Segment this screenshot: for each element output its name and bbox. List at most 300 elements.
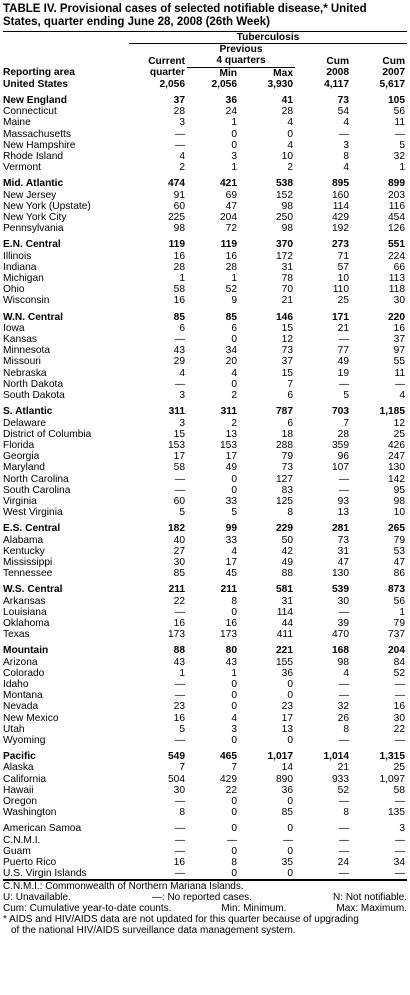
area-cell: Wyoming: [3, 734, 46, 746]
area-cell: Idaho: [3, 678, 29, 690]
value-cell: 73: [281, 462, 293, 474]
value-cell: —: [394, 868, 405, 880]
value-cell: —: [394, 378, 405, 390]
value-cell: 73: [281, 345, 293, 357]
area-cell: Hawaii: [3, 784, 34, 796]
value-cell: 24: [337, 857, 349, 869]
value-cell: 0: [231, 690, 237, 702]
value-cell: —: [174, 823, 185, 835]
value-cell: 30: [337, 595, 349, 607]
table-row: [3, 796, 407, 807]
value-cell: 0: [231, 139, 237, 151]
value-cell: 211: [220, 584, 237, 596]
value-cell: 142: [388, 473, 405, 485]
value-cell: 98: [173, 223, 185, 235]
value-cell: 1: [179, 667, 185, 679]
value-cell: 16: [173, 712, 185, 724]
value-cell: 31: [337, 545, 349, 557]
value-cell: —: [174, 678, 185, 690]
value-cell: 88: [173, 645, 185, 657]
four-quarters-header: 4 quarters: [187, 55, 295, 67]
value-cell: 44: [281, 617, 293, 629]
value-cell: 551: [388, 239, 405, 251]
table-body: [3, 79, 407, 880]
value-cell: 1: [231, 117, 237, 129]
value-cell: 0: [287, 845, 293, 857]
table-row: [3, 485, 407, 496]
area-cell: W.S. Central: [3, 584, 63, 596]
table-row: [3, 390, 407, 401]
value-cell: —: [338, 690, 349, 702]
value-cell: 3: [179, 390, 185, 402]
value-cell: 98: [281, 200, 293, 212]
value-cell: 873: [388, 584, 405, 596]
table-row: [3, 418, 407, 429]
value-cell: 220: [388, 311, 405, 323]
value-cell: —: [282, 834, 293, 846]
area-cell: Iowa: [3, 322, 25, 334]
value-cell: 43: [225, 656, 237, 668]
cum-2008-header: Cum: [326, 55, 349, 67]
value-cell: 24: [225, 106, 237, 118]
value-cell: —: [174, 484, 185, 496]
value-cell: 12: [281, 334, 293, 346]
value-cell: 265: [388, 523, 405, 535]
value-cell: 79: [393, 534, 405, 546]
area-cell: Florida: [3, 439, 35, 451]
table-row: [3, 557, 407, 568]
table-row: [3, 546, 407, 557]
table-row: [3, 462, 407, 473]
value-cell: 173: [168, 629, 185, 641]
value-cell: 0: [231, 334, 237, 346]
table-row: [3, 618, 407, 629]
value-cell: 7: [179, 762, 185, 774]
area-cell: C.N.M.I.: [3, 834, 41, 846]
value-cell: 6: [287, 417, 293, 429]
value-cell: 42: [281, 545, 293, 557]
value-cell: 4: [231, 367, 237, 379]
area-cell: North Dakota: [3, 378, 64, 390]
value-cell: 152: [276, 189, 293, 201]
value-cell: 2: [231, 417, 237, 429]
value-cell: —: [394, 845, 405, 857]
value-cell: 8: [343, 723, 349, 735]
value-cell: 13: [281, 723, 293, 735]
value-cell: 0: [287, 796, 293, 807]
value-cell: 58: [173, 462, 185, 474]
value-cell: 2: [287, 162, 293, 174]
value-cell: 421: [220, 178, 237, 190]
value-cell: 429: [332, 212, 349, 224]
value-cell: 17: [225, 451, 237, 463]
area-cell: New York City: [3, 212, 67, 224]
value-cell: 15: [173, 428, 185, 440]
area-cell: Mountain: [3, 645, 49, 657]
value-cell: 0: [231, 678, 237, 690]
value-cell: 36: [281, 784, 293, 796]
value-cell: 28: [173, 261, 185, 273]
table-row: [3, 679, 407, 690]
value-cell: 737: [388, 629, 405, 641]
value-cell: 23: [281, 701, 293, 713]
value-cell: —: [174, 128, 185, 140]
value-cell: 114: [276, 606, 293, 618]
value-cell: 135: [388, 807, 405, 819]
region-row: [3, 312, 407, 323]
value-cell: 6: [287, 390, 293, 402]
value-cell: 85: [225, 311, 237, 323]
value-cell: 5: [231, 507, 237, 519]
value-cell: 66: [393, 261, 405, 273]
value-cell: 311: [220, 406, 237, 418]
table-row: [3, 762, 407, 773]
value-cell: 41: [281, 95, 293, 107]
cum-2007-header: Cum: [382, 55, 405, 67]
footnote-max: Max: Maximum.: [336, 903, 407, 915]
value-cell: 6: [231, 322, 237, 334]
value-cell: 933: [332, 773, 349, 785]
value-cell: 7: [231, 762, 237, 774]
table-row: [3, 379, 407, 390]
value-cell: 224: [388, 250, 405, 262]
value-cell: —: [394, 796, 405, 807]
value-cell: 1,014: [323, 751, 349, 763]
value-cell: 98: [281, 223, 293, 235]
value-cell: 98: [337, 656, 349, 668]
value-cell: 16: [225, 250, 237, 262]
value-cell: 204: [220, 212, 237, 224]
value-cell: 22: [393, 723, 405, 735]
value-cell: 28: [225, 261, 237, 273]
value-cell: 22: [225, 784, 237, 796]
value-cell: —: [394, 690, 405, 702]
area-cell: New Hampshire: [3, 139, 76, 151]
value-cell: 32: [393, 151, 405, 163]
value-cell: 539: [332, 584, 349, 596]
area-cell: California: [3, 773, 47, 785]
value-cell: 8: [343, 807, 349, 819]
value-cell: 15: [281, 367, 293, 379]
value-cell: 16: [173, 617, 185, 629]
value-cell: 1,185: [379, 406, 405, 418]
value-cell: 20: [225, 356, 237, 368]
value-cell: 454: [388, 212, 405, 224]
value-cell: 1: [231, 273, 237, 285]
value-cell: —: [338, 378, 349, 390]
value-cell: 10: [393, 507, 405, 519]
value-cell: 73: [337, 534, 349, 546]
value-cell: 1: [179, 273, 185, 285]
value-cell: 0: [231, 378, 237, 390]
value-cell: 52: [337, 784, 349, 796]
value-cell: 45: [225, 568, 237, 580]
value-cell: 26: [337, 712, 349, 724]
table-row: [3, 106, 407, 117]
value-cell: 118: [388, 284, 405, 296]
footnotes: [3, 881, 407, 936]
area-cell: Connecticut: [3, 106, 57, 118]
value-cell: —: [394, 834, 405, 846]
footnote-no-reported: —: No reported cases.: [151, 892, 252, 904]
table-row: [3, 151, 407, 162]
value-cell: 56: [393, 106, 405, 118]
value-cell: —: [394, 734, 405, 746]
value-cell: 97: [393, 345, 405, 357]
value-cell: —: [394, 128, 405, 140]
value-cell: 0: [287, 690, 293, 702]
area-cell: Utah: [3, 723, 25, 735]
data-table: [3, 32, 407, 879]
value-cell: 35: [281, 857, 293, 869]
year-2008-header: 2008: [326, 67, 349, 79]
value-cell: 10: [281, 151, 293, 163]
table-row: [3, 356, 407, 367]
value-cell: 8: [231, 595, 237, 607]
value-cell: 69: [225, 189, 237, 201]
value-cell: 0: [231, 128, 237, 140]
area-cell: Michigan: [3, 273, 44, 285]
value-cell: 504: [168, 773, 185, 785]
table-row: [3, 568, 407, 579]
value-cell: 153: [220, 439, 237, 451]
value-cell: 426: [388, 439, 405, 451]
value-cell: 0: [287, 128, 293, 140]
value-cell: 3: [399, 823, 405, 835]
value-cell: 79: [393, 617, 405, 629]
region-row: [3, 523, 407, 534]
footnote-min: Min: Minimum.: [221, 903, 287, 915]
value-cell: 85: [173, 568, 185, 580]
area-cell: Missouri: [3, 356, 41, 368]
area-cell: Pacific: [3, 751, 36, 763]
value-cell: 203: [388, 189, 405, 201]
value-cell: —: [338, 484, 349, 496]
value-cell: 6: [179, 322, 185, 334]
area-cell: Texas: [3, 629, 30, 641]
value-cell: 3: [231, 151, 237, 163]
value-cell: 28: [281, 106, 293, 118]
value-cell: —: [174, 334, 185, 346]
value-cell: 4: [179, 151, 185, 163]
value-cell: —: [338, 734, 349, 746]
value-cell: —: [338, 834, 349, 846]
value-cell: 98: [393, 495, 405, 507]
value-cell: 1: [231, 162, 237, 174]
area-cell: U.S. Virgin Islands: [3, 868, 87, 880]
value-cell: 229: [276, 523, 293, 535]
value-cell: 77: [337, 345, 349, 357]
table-row: [3, 607, 407, 618]
value-cell: 16: [393, 322, 405, 334]
table-row: [3, 251, 407, 262]
value-cell: —: [226, 834, 237, 846]
value-cell: 99: [225, 523, 237, 535]
value-cell: 53: [393, 545, 405, 557]
region-row: [3, 178, 407, 189]
value-cell: 71: [337, 250, 349, 262]
value-cell: 0: [231, 734, 237, 746]
value-cell: 119: [220, 239, 237, 251]
value-cell: —: [338, 678, 349, 690]
value-cell: 83: [281, 484, 293, 496]
value-cell: —: [338, 868, 349, 880]
table-row: [3, 162, 407, 173]
area-cell: Puerto Rico: [3, 857, 57, 869]
value-cell: 15: [281, 322, 293, 334]
value-cell: 250: [276, 212, 293, 224]
value-cell: —: [174, 796, 185, 807]
value-cell: 3: [231, 723, 237, 735]
area-cell: Delaware: [3, 417, 47, 429]
value-cell: —: [338, 473, 349, 485]
value-cell: 33: [225, 534, 237, 546]
table-row: [3, 774, 407, 785]
value-cell: 107: [332, 462, 349, 474]
value-cell: 311: [168, 406, 185, 418]
value-cell: 2,056: [159, 78, 185, 90]
value-cell: 79: [281, 451, 293, 463]
table-row: [3, 507, 407, 518]
value-cell: 221: [276, 645, 293, 657]
value-cell: —: [338, 845, 349, 857]
area-cell: E.S. Central: [3, 523, 61, 535]
table-row: [3, 474, 407, 485]
value-cell: —: [394, 678, 405, 690]
value-cell: 4: [343, 117, 349, 129]
value-cell: 7: [287, 378, 293, 390]
value-cell: 31: [281, 261, 293, 273]
area-cell: Vermont: [3, 162, 41, 174]
value-cell: 10: [337, 273, 349, 285]
value-cell: 146: [276, 311, 293, 323]
value-cell: 30: [173, 784, 185, 796]
value-cell: 429: [220, 773, 237, 785]
value-cell: 16: [225, 617, 237, 629]
value-cell: 33: [225, 495, 237, 507]
footnote-aids-2: of the national HIV/AIDS surveillance data management system.: [11, 925, 296, 937]
value-cell: 27: [173, 545, 185, 557]
area-cell: Mid. Atlantic: [3, 178, 64, 190]
table-row: [3, 690, 407, 701]
footnote-not-notifiable: N: Not notifiable.: [333, 892, 407, 904]
value-cell: 1: [399, 606, 405, 618]
value-cell: 13: [225, 428, 237, 440]
value-cell: 18: [281, 428, 293, 440]
value-cell: 85: [173, 311, 185, 323]
value-cell: 0: [231, 701, 237, 713]
area-cell: Indiana: [3, 261, 37, 273]
value-cell: 4: [343, 667, 349, 679]
value-cell: 4: [399, 390, 405, 402]
value-cell: 114: [332, 200, 349, 212]
value-cell: —: [174, 834, 185, 846]
area-cell: Massachusetts: [3, 128, 71, 140]
value-cell: 465: [220, 751, 237, 763]
value-cell: 21: [337, 762, 349, 774]
max-header: Max: [273, 67, 293, 79]
value-cell: 0: [231, 823, 237, 835]
table-row: [3, 262, 407, 273]
value-cell: 173: [220, 629, 237, 641]
value-cell: 5: [343, 390, 349, 402]
value-cell: 2,056: [211, 78, 237, 90]
reporting-area-header: Reporting area: [3, 67, 75, 79]
area-cell: North Carolina: [3, 473, 69, 485]
value-cell: 105: [388, 95, 405, 107]
value-cell: 21: [337, 322, 349, 334]
value-cell: 119: [168, 239, 185, 251]
value-cell: 78: [281, 273, 293, 285]
value-cell: —: [338, 796, 349, 807]
value-cell: 57: [337, 261, 349, 273]
value-cell: 58: [393, 784, 405, 796]
value-cell: 4,117: [324, 78, 349, 90]
table-title: [3, 3, 407, 29]
value-cell: 787: [276, 406, 293, 418]
value-cell: 93: [337, 495, 349, 507]
area-cell: Arizona: [3, 656, 38, 668]
value-cell: 538: [276, 178, 293, 190]
value-cell: 58: [173, 284, 185, 296]
table-row: [3, 440, 407, 451]
value-cell: 204: [388, 645, 405, 657]
value-cell: 411: [276, 629, 293, 641]
value-cell: 17: [173, 451, 185, 463]
value-cell: 17: [225, 556, 237, 568]
value-cell: 37: [393, 334, 405, 346]
value-cell: 110: [332, 284, 349, 296]
table-row: [3, 129, 407, 140]
value-cell: 16: [173, 250, 185, 262]
area-cell: Oregon: [3, 796, 37, 807]
value-cell: 168: [332, 645, 349, 657]
area-cell: American Samoa: [3, 823, 82, 835]
area-cell: Georgia: [3, 451, 40, 463]
value-cell: 8: [179, 807, 185, 819]
value-cell: 126: [388, 223, 405, 235]
year-2007-header: 2007: [382, 67, 405, 79]
table-row: [3, 807, 407, 818]
value-cell: 370: [276, 239, 293, 251]
area-cell: South Carolina: [3, 484, 71, 496]
area-cell: West Virginia: [3, 507, 63, 519]
value-cell: 130: [388, 462, 405, 474]
value-cell: 22: [173, 595, 185, 607]
disease-header: Tuberculosis: [129, 32, 407, 44]
value-cell: 0: [231, 845, 237, 857]
value-cell: 113: [388, 273, 405, 285]
value-cell: 70: [281, 284, 293, 296]
table-row: [3, 668, 407, 679]
table-row: [3, 140, 407, 151]
value-cell: —: [174, 690, 185, 702]
value-cell: 28: [337, 428, 349, 440]
value-cell: —: [174, 139, 185, 151]
value-cell: 5: [179, 723, 185, 735]
table-row: [3, 724, 407, 735]
table-row: [3, 629, 407, 640]
value-cell: 1: [399, 162, 405, 174]
region-row: [3, 79, 407, 90]
region-row: [3, 95, 407, 106]
value-cell: 29: [173, 356, 185, 368]
footnote-cnmi: C.N.M.I.: Commonwealth of Northern Mariana Islands.: [3, 881, 244, 893]
value-cell: 1,315: [379, 751, 405, 763]
area-cell: Virginia: [3, 495, 37, 507]
value-cell: —: [174, 606, 185, 618]
area-cell: Louisiana: [3, 606, 47, 618]
